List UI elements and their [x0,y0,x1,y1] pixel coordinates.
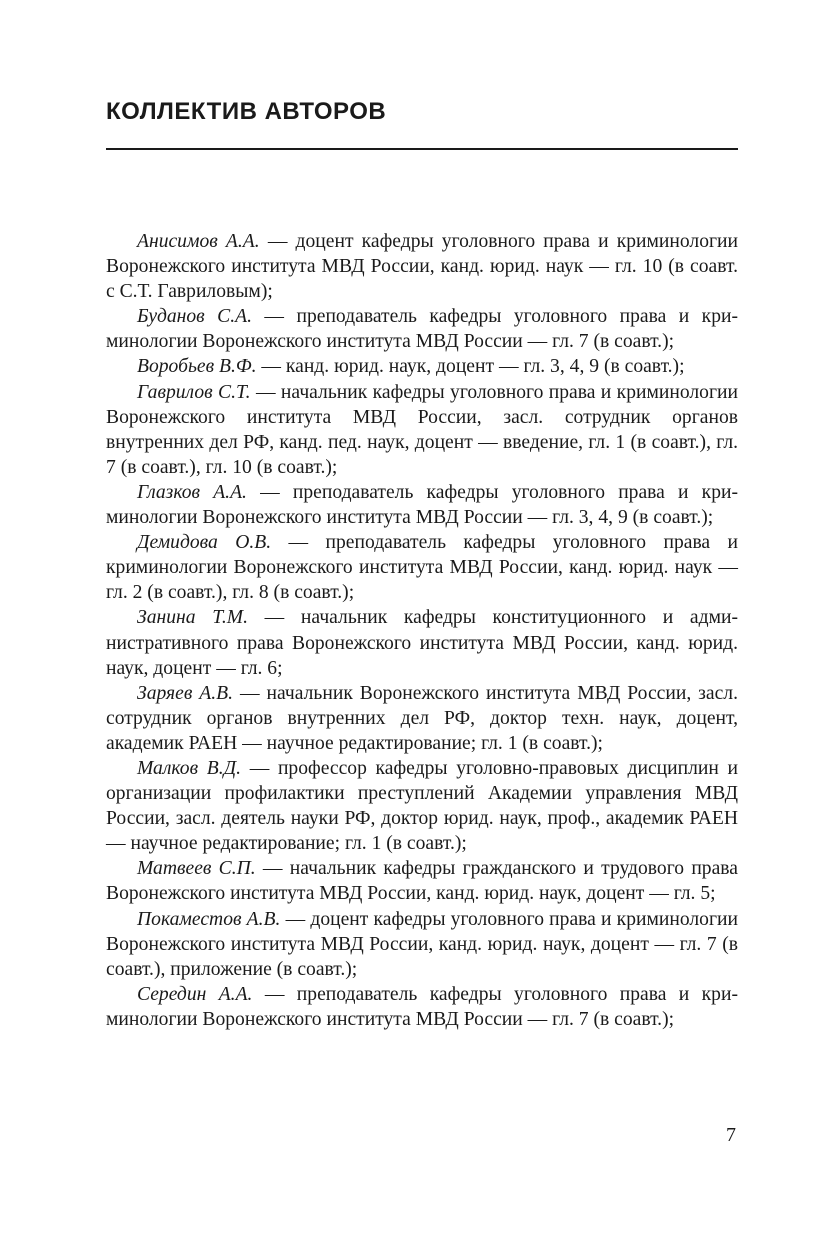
author-description: — начальник кафедры гражданского и трудового права Воронежского института МВД России, канд. юрид. наук, доцент — гл. 5; [106,858,738,905]
author-name: Демидова О.В. [137,532,272,554]
author-description: — доцент кафедры уголовного права и криминологии Воронежского института МВД России, канд. юрид. наук — гл. 10 (в соавт. с С.Т. Гавриловым); [106,231,738,303]
author-entry [106,480,738,530]
authors-list [106,229,738,1032]
author-name: Заряев А.В. [137,682,234,704]
author-name: Малков В.Д. [137,757,242,779]
author-name: Глазков А.А. [137,481,247,503]
author-entry [106,605,738,680]
author-description: — преподаватель кафедры уголовного права и криминологии Воронежского института МВД России — гл. 3, 4, 9 (в соавт.); [106,481,739,529]
author-description: — преподаватель кафедры уголовного права и криминологии Воронежского института МВД России, канд. юрид. наук — гл. 2 (в соавт.), гл. 8 (в соавт.); [106,532,738,604]
author-name: Воробьев В.Ф. [137,356,257,378]
author-description: — профессор кафедры уголовно-правовых дисциплин и организации профилактики преступлений Академии управления МВД России, засл. деятель науки РФ, доктор юрид. наук, проф., академик РАЕН — научное редактирование; гл. 1 (в соавт.); [106,757,738,855]
author-description: — начальник Воронежского института МВД России, засл. сотрудник органов внутренних дел РФ, доктор техн. наук, доцент, академик РАЕН — научное редактирование; гл. 1 (в соавт.); [106,682,738,754]
author-entry [106,304,738,354]
author-description: — преподаватель кафедры уголовного права и криминологии Воронежского института МВД России — гл. 7 (в соавт.); [106,306,739,353]
author-description: — начальник кафедры уголовного права и криминологии Воронежского института МВД России, засл. сотрудник органов внутренних дел РФ, канд. пед. наук, доцент — введение, гл. 1 (в соавт.), гл. 7 (в соавт.), гл. 10 (в соавт.); [106,381,738,478]
title-underline-divider [106,148,738,150]
author-name: Занина Т.М. [137,607,248,629]
author-name: Покаместов А.В. [137,908,281,930]
author-name: Анисимов А.А. [137,231,260,252]
author-entry [106,681,738,756]
page-number: 7 [726,1124,736,1146]
author-description: — канд. юрид. наук, доцент — гл. 3, 4, 9 (в соавт.); [261,356,685,378]
author-entry [106,530,738,605]
author-name: Буданов С.А. [137,306,252,328]
author-entry [106,380,738,480]
page-title: КОЛЛЕКТИВ АВТОРОВ [106,98,387,125]
author-name: Матвеев С.П. [137,858,256,880]
author-name: Гаврилов С.Т. [137,381,251,403]
author-entry [106,856,738,906]
author-description: — начальник кафедры конституционного и административного права Воронежского института МВД России, канд. юрид. наук, доцент — гл. 6; [106,607,738,679]
author-description: — преподаватель кафедры уголовного права и криминологии Воронежского института МВД России — гл. 7 (в соавт.); [106,983,738,1030]
author-entry [106,229,738,304]
author-entry [106,756,738,856]
author-name: Середин А.А. [137,983,253,1005]
author-entry [106,982,738,1032]
author-description: — доцент кафедры уголовного права и криминологии Воронежского института МВД России, канд. юрид. наук, доцент — гл. 7 (в соавт.), приложение (в соавт.); [106,908,738,980]
author-entry [106,907,738,982]
author-entry [106,354,738,379]
